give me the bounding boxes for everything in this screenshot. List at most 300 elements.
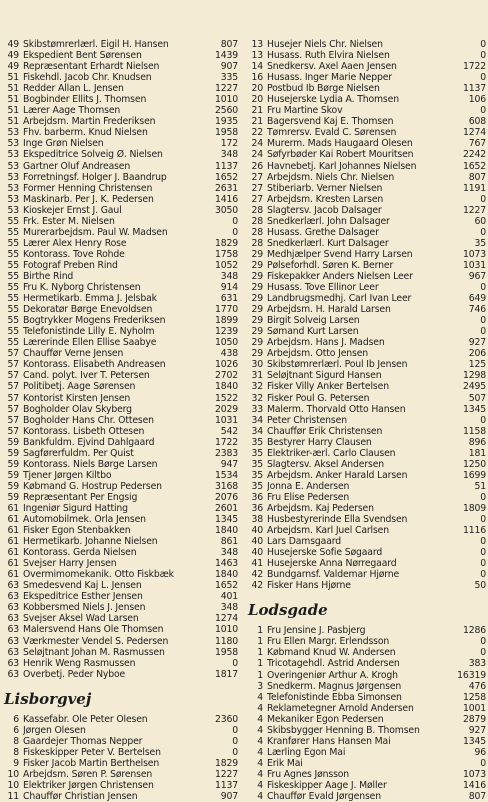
house-number: 35 [251, 480, 263, 492]
house-number: 55 [7, 304, 19, 316]
house-number: 53 [7, 149, 19, 161]
phone-number: 3168 [214, 480, 238, 492]
house-number: 35 [251, 447, 263, 459]
resident-name: Arbejdsm. Anker Harald Larsen [267, 469, 408, 481]
directory-entry [246, 569, 486, 580]
resident-name: Overingeniør Arthur A. Krogh [267, 669, 398, 681]
resident-name: Fiskehdl. Jacob Chr. Knudsen [23, 72, 152, 84]
resident-name: Fru K. Nyborg Christensen [23, 282, 141, 294]
directory-entry [2, 470, 238, 481]
phone-number: 172 [220, 138, 238, 150]
house-number: 24 [251, 138, 263, 150]
resident-name: Malerm. Thorvald Otto Hansen [267, 403, 406, 415]
resident-name: Fru Agnes Jønsson [267, 768, 350, 780]
house-number: 29 [251, 337, 263, 349]
directory-entry [2, 227, 238, 238]
house-number: 55 [7, 337, 19, 349]
resident-name: Kontorass. Lisbeth Ottesen [23, 425, 145, 437]
phone-number: 0 [480, 50, 486, 62]
resident-name: Tricotagehdl. Astrid Andersen [267, 658, 400, 670]
house-number: 28 [251, 237, 263, 249]
phone-number: 861 [220, 536, 238, 548]
directory-entry [2, 791, 238, 802]
directory-entry [246, 359, 486, 370]
lodsgade-listing [246, 625, 486, 802]
directory-entry [2, 669, 238, 680]
house-number: 29 [251, 282, 263, 294]
directory-entry [246, 459, 486, 470]
resident-name: Husass. Ruth Elvira Nielsen [267, 50, 390, 62]
phone-number: 1116 [462, 525, 486, 537]
house-number: 27 [251, 182, 263, 194]
phone-number: 476 [468, 680, 486, 692]
phone-number: 125 [468, 359, 486, 371]
house-number: 61 [7, 558, 19, 570]
resident-name: Fru Jensine J. Pasbjerg [267, 625, 366, 637]
resident-name: Kontorist Kirsten Jensen [23, 392, 131, 404]
directory-entry [246, 105, 486, 116]
resident-name: Lars Damsgaard [267, 536, 342, 548]
resident-name: Fru Ellen Margr. Erlendsson [267, 636, 390, 648]
phone-number: 2242 [462, 149, 486, 161]
resident-name: Murerm. Mads Haugaard Olesen [267, 138, 413, 150]
directory-entry [246, 547, 486, 558]
directory-entry [246, 304, 486, 315]
phone-number: 907 [220, 61, 238, 73]
phone-number: 1274 [462, 127, 486, 139]
resident-name: Politibetj. Aage Sørensen [23, 381, 136, 393]
directory-entry [246, 315, 486, 326]
house-number: 29 [251, 348, 263, 360]
directory-entry [246, 714, 486, 725]
house-number: 55 [7, 270, 19, 282]
resident-name: Bestyrer Harry Clausen [267, 436, 372, 448]
phone-number: 807 [468, 791, 486, 802]
phone-number: 0 [232, 724, 238, 736]
resident-name: Frk. Ester M. Nielsen [23, 215, 115, 227]
resident-name: Svejser Aksel Wad Larsen [23, 613, 139, 625]
phone-number: 542 [220, 425, 238, 437]
directory-entry [2, 359, 238, 370]
directory-entry [2, 315, 238, 326]
phone-number: 1652 [214, 171, 238, 183]
resident-name: Snedkersv. Axel Aaen Jensen [267, 61, 397, 73]
resident-name: Søfyrbøder Kai Robert Mouritsen [267, 149, 414, 161]
directory-entry [246, 481, 486, 492]
house-number: 21 [251, 116, 263, 128]
directory-entry [246, 381, 486, 392]
house-number: 29 [251, 315, 263, 327]
house-number: 63 [7, 591, 19, 603]
phone-number: 1258 [462, 691, 486, 703]
house-number: 53 [7, 193, 19, 205]
directory-entry [246, 470, 486, 481]
house-number: 57 [7, 403, 19, 415]
resident-name: Automobilmek. Orla Jensen [23, 514, 146, 526]
directory-entry [246, 393, 486, 404]
resident-name: Husass. Tove Ellinor Leer [267, 282, 379, 294]
resident-name: Sømand Kurt Larsen [267, 326, 359, 338]
phone-number: 348 [220, 270, 238, 282]
directory-entry [246, 149, 486, 160]
left-listing [2, 39, 238, 680]
resident-name: Stiberiarb. Verner Nielsen [267, 182, 383, 194]
house-number: 9 [13, 757, 19, 769]
house-number: 41 [251, 558, 263, 570]
directory-entry [2, 260, 238, 271]
resident-name: Telefonistinde Lilly E. Nyholm [23, 326, 155, 338]
resident-name: Ingeniør Sigurd Hatting [23, 502, 128, 514]
phone-number: 0 [480, 414, 486, 426]
directory-entry [246, 83, 486, 94]
phone-number: 1345 [462, 735, 486, 747]
phone-number: 1239 [214, 326, 238, 338]
phone-number: 1722 [462, 61, 486, 73]
house-number: 57 [7, 348, 19, 360]
directory-entry [2, 304, 238, 315]
phone-number: 1137 [462, 83, 486, 95]
directory-entry [2, 503, 238, 514]
phone-number: 2702 [214, 370, 238, 382]
house-number: 59 [7, 458, 19, 470]
directory-entry [2, 558, 238, 569]
resident-name: Arbejdsm. Kresten Larsen [267, 193, 384, 205]
directory-entry [246, 725, 486, 736]
phone-number: 1809 [462, 502, 486, 514]
phone-number: 1298 [462, 370, 486, 382]
phone-number: 746 [468, 304, 486, 316]
resident-name: Fisker Jacob Martin Berthelsen [23, 757, 160, 769]
directory-entry [246, 271, 486, 282]
phone-number: 1180 [214, 635, 238, 647]
phone-number: 1522 [214, 392, 238, 404]
directory-entry [246, 172, 486, 183]
resident-name: Elektriker-ærl. Carlo Clausen [267, 447, 396, 459]
directory-entry [246, 50, 486, 61]
house-number: 31 [251, 370, 263, 382]
directory-entry [2, 161, 238, 172]
phone-number: 1250 [462, 458, 486, 470]
resident-name: Dekoratør Børge Enevoldsen [23, 304, 153, 316]
directory-entry [246, 426, 486, 437]
house-number: 59 [7, 491, 19, 503]
house-number: 28 [251, 204, 263, 216]
phone-number: 1416 [214, 193, 238, 205]
phone-number: 1840 [214, 525, 238, 537]
resident-name: Gaardejer Thomas Nepper [23, 735, 143, 747]
resident-name: Snedkerlærl. John Dalsager [267, 215, 390, 227]
phone-number: 1031 [214, 414, 238, 426]
house-number: 55 [7, 215, 19, 227]
house-number: 35 [251, 458, 263, 470]
directory-entry [2, 404, 238, 415]
phone-number: 0 [480, 193, 486, 205]
phone-number: 947 [220, 458, 238, 470]
directory-entry [2, 205, 238, 216]
phone-number: 1722 [214, 436, 238, 448]
house-number: 57 [7, 381, 19, 393]
resident-name: Inge Grøn Nielsen [23, 138, 104, 150]
directory-entry [246, 670, 486, 681]
house-number: 24 [251, 149, 263, 161]
directory-entry [2, 714, 238, 725]
resident-name: Redder Allan L. Jensen [23, 83, 124, 95]
directory-entry [246, 747, 486, 758]
directory-entry [2, 769, 238, 780]
phone-number: 106 [468, 94, 486, 106]
phone-number: 2560 [214, 105, 238, 117]
phone-number: 0 [480, 757, 486, 769]
resident-name: Lærer Aage Thomsen [23, 105, 121, 117]
house-number: 55 [7, 259, 19, 271]
resident-name: Forretningsf. Holger J. Baandrup [23, 171, 167, 183]
phone-number: 1829 [214, 757, 238, 769]
phone-number: 0 [480, 514, 486, 526]
resident-name: Reklametegner Arnold Andersen [267, 702, 414, 714]
resident-name: Lærling Egon Mai [267, 746, 346, 758]
phone-number: 1191 [462, 182, 486, 194]
resident-name: Arbejdsm. Otto Jensen [267, 348, 369, 360]
house-number: 42 [251, 580, 263, 592]
house-number: 4 [257, 757, 263, 769]
phone-number: 50 [474, 580, 486, 592]
house-number: 1 [257, 669, 263, 681]
directory-entry [246, 780, 486, 791]
directory-entry [246, 658, 486, 669]
directory-entry [2, 94, 238, 105]
resident-name: Fotograf Preben Rind [23, 259, 118, 271]
house-number: 32 [251, 381, 263, 393]
phone-number: 1840 [214, 381, 238, 393]
directory-entry [246, 227, 486, 238]
resident-name: Fru Martine Skov [267, 105, 343, 117]
phone-number: 1770 [214, 304, 238, 316]
directory-entry [2, 647, 238, 658]
street-heading-lisborgvej: Lisborgvej [4, 689, 92, 708]
resident-name: Svejser Harry Jensen [23, 558, 117, 570]
phone-number: 807 [468, 171, 486, 183]
house-number: 22 [251, 127, 263, 139]
house-number: 28 [251, 215, 263, 227]
phone-number: 438 [220, 348, 238, 360]
resident-name: Husejerske Lydia A. Thomsen [267, 94, 399, 106]
directory-entry [246, 503, 486, 514]
phone-number: 0 [232, 226, 238, 238]
directory-entry [2, 602, 238, 613]
phone-number: 16319 [457, 669, 486, 681]
house-number: 61 [7, 536, 19, 548]
phone-number: 1840 [214, 569, 238, 581]
house-number: 55 [7, 315, 19, 327]
house-number: 49 [7, 61, 19, 73]
phone-number: 1463 [214, 558, 238, 570]
directory-entry [2, 381, 238, 392]
resident-name: Bogtrykker Mogens Frederiksen [23, 315, 166, 327]
house-number: 30 [251, 359, 263, 371]
phone-number: 507 [468, 392, 486, 404]
phone-number: 1158 [462, 425, 486, 437]
resident-name: Cand. polyt. Iver T. Petersen [23, 370, 150, 382]
house-number: 4 [257, 768, 263, 780]
resident-name: Skibsbygger Henning B. Thomsen [267, 724, 420, 736]
directory-entry [2, 138, 238, 149]
resident-name: Former Henning Christensen [23, 182, 153, 194]
house-number: 63 [7, 657, 19, 669]
phone-number: 1026 [214, 359, 238, 371]
house-number: 11 [7, 791, 19, 802]
house-number: 51 [7, 94, 19, 106]
phone-number: 1137 [214, 160, 238, 172]
house-number: 26 [251, 160, 263, 172]
resident-name: Skibstømrerlærl. Eigil H. Hansen [23, 39, 169, 50]
resident-name: Repræsentant Erhardt Nielsen [23, 61, 160, 73]
left-column [2, 39, 238, 802]
directory-entry [2, 547, 238, 558]
phone-number: 1899 [214, 315, 238, 327]
resident-name: Ekspeditrice Solveig Ø. Nielsen [23, 149, 163, 161]
house-number: 32 [251, 392, 263, 404]
house-number: 13 [251, 50, 263, 62]
house-number: 49 [7, 39, 19, 50]
directory-entry [2, 337, 238, 348]
phone-number: 60 [474, 215, 486, 227]
street-heading-lodsgade: Lodsgade [248, 601, 328, 620]
house-number: 63 [7, 646, 19, 658]
house-number: 29 [251, 259, 263, 271]
phone-number: 967 [468, 270, 486, 282]
resident-name: Tjener Jørgen Kiltbo [23, 469, 112, 481]
house-number: 40 [251, 525, 263, 537]
house-number: 35 [251, 469, 263, 481]
resident-name: Snedkerlærl. Kurt Dalsager [267, 237, 389, 249]
phone-number: 1345 [462, 403, 486, 415]
house-number: 35 [251, 436, 263, 448]
phone-number: 1274 [214, 613, 238, 625]
resident-name: Ekspedient Bent Sørensen [23, 50, 142, 62]
house-number: 53 [7, 127, 19, 139]
house-number: 1 [257, 636, 263, 648]
house-number: 8 [13, 746, 19, 758]
resident-name: Slagtersv. Jacob Dalsager [267, 204, 382, 216]
house-number: 1 [257, 658, 263, 670]
house-number: 40 [251, 536, 263, 548]
directory-entry [246, 348, 486, 359]
house-number: 29 [251, 293, 263, 305]
phone-number: 2076 [214, 491, 238, 503]
resident-name: Jørgen Olesen [23, 724, 86, 736]
phone-number: 51 [474, 480, 486, 492]
resident-name: Medhjælper Svend Harry Larsen [267, 248, 413, 260]
resident-name: Smedesvend Kaj L. Jensen [23, 580, 142, 592]
house-number: 53 [7, 138, 19, 150]
phone-number: 0 [480, 39, 486, 50]
house-number: 36 [251, 502, 263, 514]
resident-name: Husass. Grethe Dalsager [267, 226, 379, 238]
phone-number: 1758 [214, 248, 238, 260]
resident-name: Kontorass. Elisabeth Andreasen [23, 359, 166, 371]
resident-name: Jonna E. Andersen [267, 480, 350, 492]
phone-number: 1817 [214, 668, 238, 680]
directory-entry [246, 580, 486, 591]
house-number: 1 [257, 625, 263, 637]
phone-number: 0 [480, 282, 486, 294]
house-number: 53 [7, 182, 19, 194]
directory-entry [246, 525, 486, 536]
phone-number: 767 [468, 138, 486, 150]
directory-entry [246, 249, 486, 260]
directory-entry [2, 271, 238, 282]
house-number: 55 [7, 326, 19, 338]
house-number: 63 [7, 613, 19, 625]
right-listing [246, 39, 486, 591]
directory-entry [246, 194, 486, 205]
resident-name: Fisker Hans Hjørne [267, 580, 351, 592]
resident-name: Bundgarnsf. Valdemar Hjørne [267, 569, 400, 581]
resident-name: Hermetikarb. Johanne Nielsen [23, 536, 158, 548]
directory-entry [246, 138, 486, 149]
directory-entry [246, 448, 486, 459]
directory-entry [2, 569, 238, 580]
directory-entry [2, 105, 238, 116]
directory-entry [246, 127, 486, 138]
resident-name: Birthe Rind [23, 270, 74, 282]
phone-number: 608 [468, 116, 486, 128]
directory-entry [2, 249, 238, 260]
phone-number: 0 [480, 636, 486, 648]
phone-number: 1652 [462, 160, 486, 172]
house-number: 21 [251, 105, 263, 117]
phone-number: 2631 [214, 182, 238, 194]
house-number: 6 [13, 713, 19, 725]
resident-name: Arbejdsm. Niels Chr. Nielsen [267, 171, 395, 183]
phone-number: 35 [474, 237, 486, 249]
directory-entry [246, 161, 486, 172]
house-number: 51 [7, 116, 19, 128]
resident-name: Fisker Villy Anker Bertelsen [267, 381, 389, 393]
resident-name: Erik Mai [267, 757, 303, 769]
house-number: 63 [7, 624, 19, 636]
phone-number: 0 [480, 547, 486, 559]
directory-entry [246, 370, 486, 381]
house-number: 4 [257, 691, 263, 703]
directory-entry [2, 50, 238, 61]
directory-entry [2, 116, 238, 127]
directory-entry [2, 393, 238, 404]
resident-name: Kioskejer Ernst J. Gaul [23, 204, 122, 216]
house-number: 61 [7, 514, 19, 526]
directory-entry [246, 39, 486, 50]
house-number: 16 [251, 72, 263, 84]
resident-name: Elektriker Jørgen Christensen [23, 780, 154, 791]
phone-number: 1416 [462, 780, 486, 791]
house-number: 36 [251, 491, 263, 503]
resident-name: Fisker Poul G. Petersen [267, 392, 370, 404]
directory-entry [2, 636, 238, 647]
phone-number: 1010 [214, 94, 238, 106]
house-number: 55 [7, 226, 19, 238]
directory-entry [2, 580, 238, 591]
directory-entry [2, 370, 238, 381]
directory-entry [246, 404, 486, 415]
phone-number: 1031 [462, 259, 486, 271]
house-number: 55 [7, 237, 19, 249]
resident-name: Malersvend Hans Ole Thomsen [23, 624, 164, 636]
phone-number: 927 [468, 724, 486, 736]
house-number: 51 [7, 83, 19, 95]
directory-entry [2, 780, 238, 791]
phone-number: 1227 [214, 83, 238, 95]
resident-name: Mekaniker Egon Pedersen [267, 713, 384, 725]
